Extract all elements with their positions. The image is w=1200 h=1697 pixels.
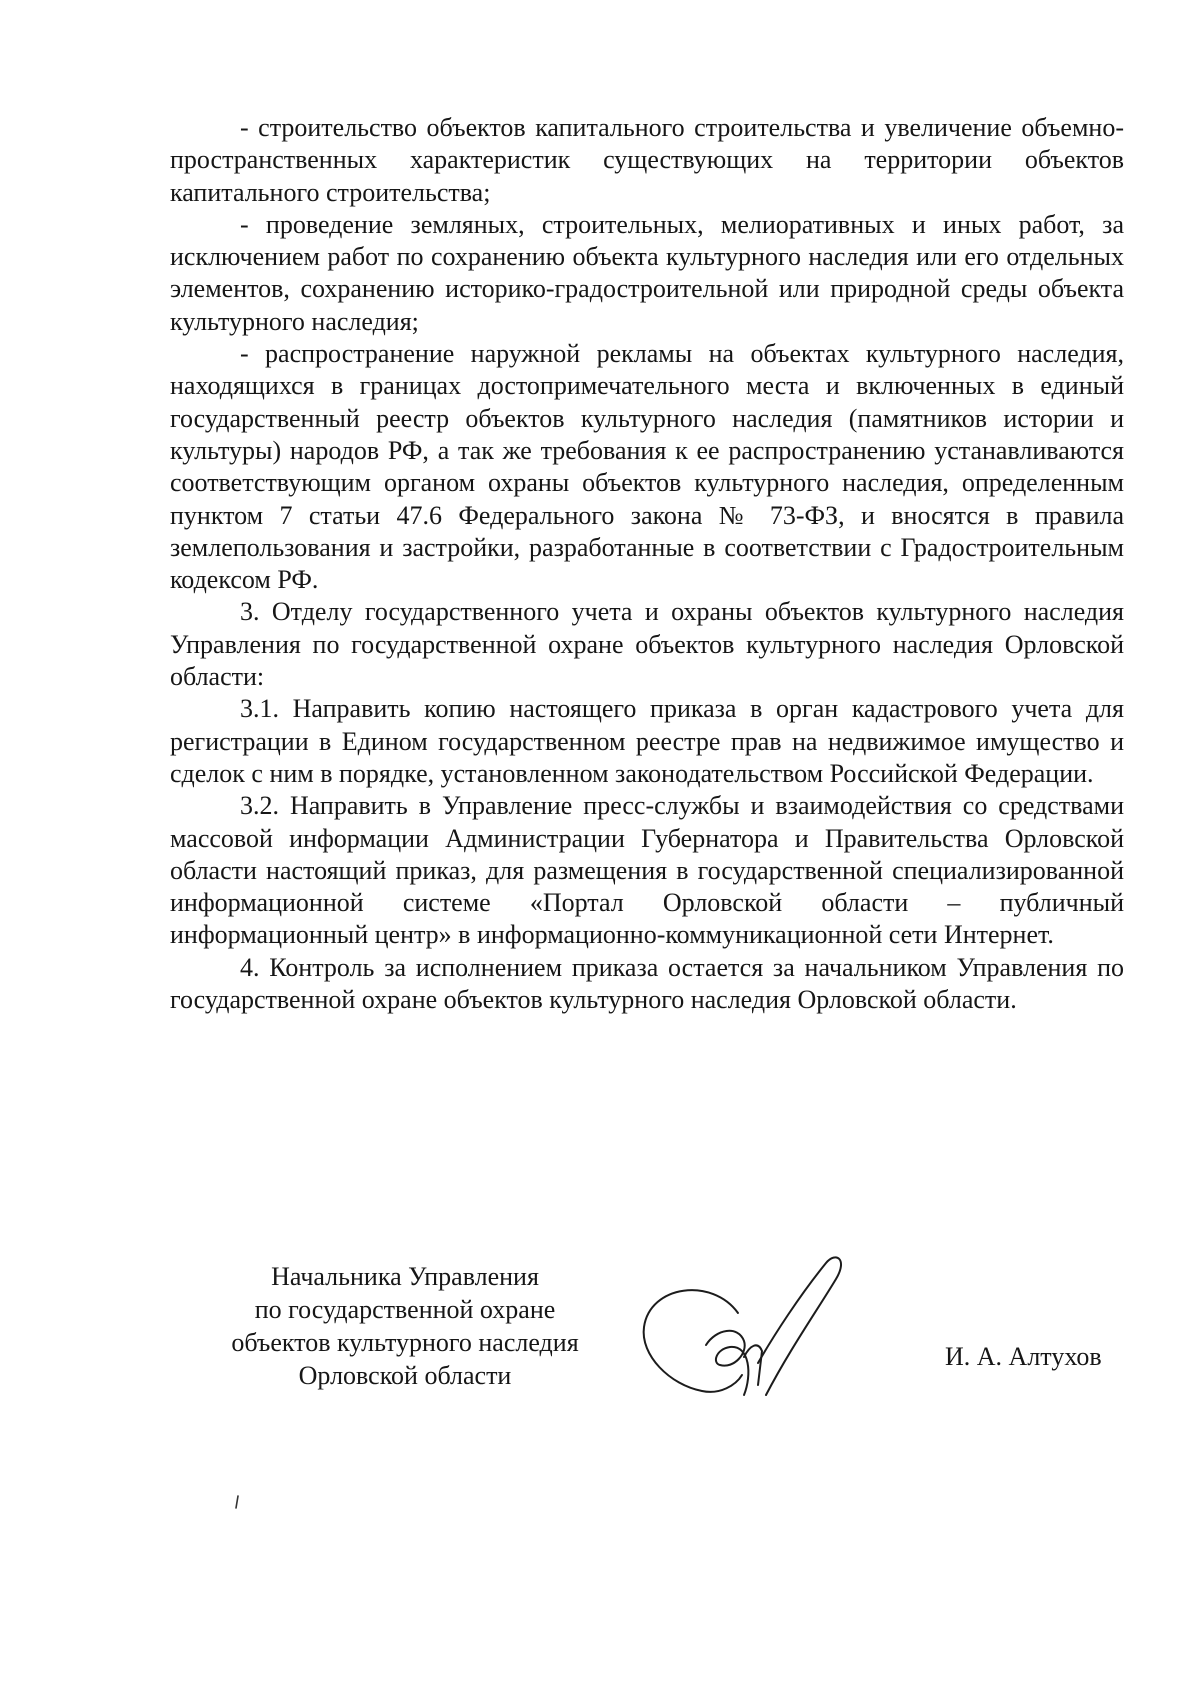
signatory-title-line: по государственной охране bbox=[254, 1295, 556, 1324]
paragraph-earthworks: - проведение земляных, строительных, мелиоративных и иных работ, за исключением работ по сохранению объекта культурного наследия или его отдельных элементов, сохранению историко-градостроительной или природной среды объекта культурного наследия; bbox=[170, 209, 1124, 336]
paragraph-item-3: 3. Отделу государственного учета и охраны объектов культурного наследия Управления по государственной охране объектов культурного наследия Орловской области: bbox=[170, 597, 1124, 692]
signatory-title-line: Орловской области bbox=[298, 1361, 512, 1390]
paragraph-item-3-1: 3.1. Направить копию настоящего приказа в орган кадастрового учета для регистрации в Едином государственном реестре прав на недвижимое имущество и сделок с ним в порядке, установленном законодательством Российской Федерации. bbox=[170, 694, 1124, 788]
signatory-title bbox=[180, 1260, 630, 1392]
signer-name: И. А. Алтухов bbox=[945, 1342, 1102, 1371]
scan-artifact-mark bbox=[234, 1495, 240, 1509]
paragraph-item-3-2: 3.2. Направить в Управление пресс-службы и взаимодействия со средствами массовой информации Администрации Губернатора и Правительства Орловской области настоящий приказ, для размещения в государственной специализированной информационной системе «Портал Орловской области – публичный информационный центр» в информационно-коммуникационной сети Интернет. bbox=[170, 791, 1124, 950]
paragraph-capital-construction: - строительство объектов капитального строительства и увеличение объемно-пространственных характеристик существующих на территории объектов капитального строительства; bbox=[170, 113, 1124, 207]
paragraph-item-4: 4. Контроль за исполнением приказа остается за начальником Управления по государственной охране объектов культурного наследия Орловской области. bbox=[170, 952, 1124, 1015]
paragraph-outdoor-advertising: - распространение наружной рекламы на объектах культурного наследия, находящихся в границах достопримечательного места и включенных в единый государственный реестр объектов культурного наследия (памятников истории и культуры) народов РФ, а так же требования к ее распространению устанавливаются соответствующим органом охраны объектов культурного наследия, определенным пунктом 7 статьи 47.6 Федерального закона № 73-ФЗ, и вносятся в правила землепользования и застройки, разработанные в соответствии с Градостроительным кодексом РФ. bbox=[170, 339, 1124, 595]
signatory-title-line: Начальника Управления bbox=[271, 1262, 539, 1291]
handwritten-signature bbox=[640, 1245, 870, 1425]
document-body bbox=[170, 112, 1124, 1016]
signatory-title-line: объектов культурного наследия bbox=[231, 1328, 579, 1357]
